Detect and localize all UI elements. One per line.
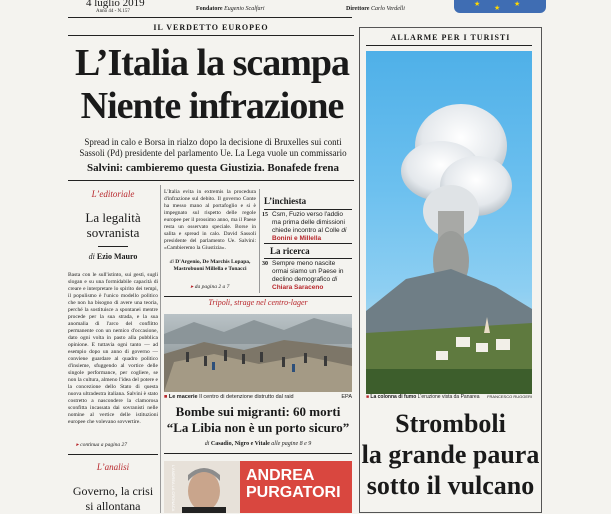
analysis-rule <box>68 454 158 455</box>
ricerca-section: La ricerca <box>270 246 310 256</box>
ricerca-summary[interactable]: Sempre meno nascite ormai siamo un Paese in declino demografico <box>272 260 344 283</box>
box-separator <box>259 189 260 293</box>
lead-bottom-rule <box>68 180 354 181</box>
promo-name-line-1[interactable]: ANDREA <box>246 467 315 484</box>
editorial-title-line-2[interactable]: sovranista <box>86 225 140 240</box>
stromboli-photo-credit: FRANCESCO RUGGERI <box>487 394 532 399</box>
editorial-body: Basta con le sull'istinto, sui gesti, sugli slogan e su una formidabile capacità di creare e interpretare lo spirito dei tempi, il populismo è l'unico modello politico che non ha bisogno di avere una teoria, perché la sostituisce a spontanei mentre procede per la sua strada, e la sua anomalia di l'arco del conflitto permanente con un nemico d'occasione, dato ogni volta in pasto alla pubblica opinione. E tuttavia ogni tanto — ad esempio dopo un anno di governo — conviene guardare al quadro politico d'insieme, sfuggendo al vortice delle singole performance, per cogliere, se non la cultura, almeno l'idea del potere e la concezione dello Stato di questa nuova ultradestra italiana. Salvini è stato costretto a nascondere la clamorosa sconfitta incassata dai sovranisti nelle nomine al vertice delle istituzioni europee che volevano sovvertire. <box>68 272 158 425</box>
eu-flag-icon: ★ ★ ★ <box>454 0 546 13</box>
editorial-continue-text[interactable]: continua a pagina 27 <box>80 442 128 448</box>
tripoli-caption-text: Il centro di detenzione distrutto dal raid <box>199 394 294 400</box>
right-kicker: ALLARME PER I TURISTI <box>390 33 511 42</box>
lead-body: L'Italia evita in extremis la procedura d'infrazione sul debito. Il governo Conte ha messo mano al portafoglio e si è impegnato sul rispetto delle regole europee per il prossimo anno, ma il Paese resta un osservato speciale. Borse in salita e spread in calo. David Sassoli presidente del parlamento Ue. Salvini: «Cambieremo la Giustizia». <box>164 189 256 251</box>
tripoli-headline-line-2[interactable]: “La Libia non è un porto sicuro” <box>166 420 350 435</box>
ricerca-rule <box>264 258 352 259</box>
founder-line <box>196 6 265 12</box>
continue-arrow-icon: ▸ <box>76 442 79 448</box>
lead-deck-bold: Salvini: cambieremo questa Giustizia. Bonafede frena <box>87 162 339 174</box>
edition-date: 4 luglio 2019 <box>86 0 145 9</box>
editorial-byline-prefix: di <box>88 252 95 261</box>
tripoli-byline <box>164 441 352 447</box>
director-name: Carlo Verdelli <box>370 6 405 12</box>
purgatori-promo[interactable] <box>164 461 352 513</box>
issue-number: Anno 44 - N.157 <box>96 9 130 14</box>
stromboli-caption-text: L'eruzione vista da Panarea <box>417 394 480 400</box>
lead-deck <box>72 137 354 159</box>
analysis-section: L’analisi <box>96 462 130 472</box>
editorial-byline <box>68 252 158 261</box>
promo-side-text: L'ANDREA LA CRONACA <box>171 465 176 512</box>
lead-deck-line-2: Sassoli (Pd) presidente del parlamento Ue. La Lega vuole un commissario <box>79 148 347 158</box>
ricerca-byline-prefix: di <box>332 276 338 283</box>
director-label: Direttore <box>346 6 370 12</box>
rubble-scene-icon <box>164 314 352 392</box>
masthead-rule <box>68 17 352 18</box>
tripoli-byline-prefix: di <box>204 441 210 447</box>
caption-bullet-icon: ■ <box>164 394 168 400</box>
tripoli-headline-line-1[interactable]: Bombe sui migranti: 60 morti <box>175 404 341 419</box>
right-kicker-rule <box>366 45 532 46</box>
inchiesta-byline: Bonini e Millella <box>272 235 322 242</box>
inchiesta-text[interactable] <box>272 211 352 243</box>
editorial-section: L’editoriale <box>91 189 135 199</box>
lead-byline-prefix: di <box>169 259 174 265</box>
founder-name: Eugenio Scalfari <box>224 6 265 12</box>
analysis-title-line-1[interactable]: Governo, la crisi <box>72 484 154 498</box>
tripoli-caption-label: Le macerie <box>168 394 198 400</box>
tripoli-pages[interactable]: alle pagine 8 e 9 <box>271 441 312 447</box>
tripoli-byline-names: Casadio, Nigro e Vitale <box>210 441 270 447</box>
analysis-title[interactable] <box>68 484 158 514</box>
stromboli-headline-line-2[interactable]: la grande paura <box>361 440 540 469</box>
stromboli-headline-line-1[interactable]: Stromboli <box>395 409 506 438</box>
tripoli-agency: EPA <box>341 394 352 400</box>
stromboli-headline[interactable] <box>360 408 541 501</box>
lead-deck-line-1: Spread in calo e Borsa in rialzo dopo la decisione di Bruxelles sui conti <box>84 137 342 147</box>
editorial-continue[interactable] <box>76 442 160 448</box>
lead-kicker: IL VERDETTO EUROPEO <box>153 23 269 32</box>
promo-name-line-2[interactable]: PURGATORI <box>246 484 341 501</box>
ricerca-page: 30 <box>262 261 268 267</box>
volcano-eruption-icon <box>366 51 532 394</box>
editorial-title-line-1[interactable]: La legalità <box>85 210 141 225</box>
promo-rule <box>164 453 352 454</box>
column-separator <box>160 185 161 513</box>
lead-headline-line-2[interactable]: Niente infrazione <box>80 85 344 127</box>
inchiesta-summary[interactable]: Csm, Fuzio verso l'addio ma prima delle dimissioni chiede incontro al Colle <box>272 211 345 234</box>
lead-headline[interactable] <box>66 42 358 128</box>
kicker-rule <box>68 35 354 36</box>
lead-byline-names: D'Argenio, De Marchis Lopapa, Mastrobuoni Millella e Tonacci <box>173 259 251 272</box>
inchiesta-byline-prefix: di <box>341 227 347 234</box>
stromboli-headline-line-3[interactable]: sotto il vulcano <box>366 471 535 500</box>
tripoli-photo[interactable] <box>164 314 352 392</box>
editorial-divider <box>98 246 128 247</box>
editorial-title[interactable] <box>68 210 158 240</box>
stromboli-caption-label: La colonna di fumo <box>370 394 417 400</box>
tripoli-kicker: Tripoli, strage nel centro-lager <box>208 298 308 307</box>
director-line <box>346 6 405 12</box>
lead-pages[interactable] <box>164 284 256 290</box>
stromboli-photo[interactable] <box>366 51 532 394</box>
analysis-title-line-2[interactable]: si allontana <box>85 499 141 513</box>
promo-name[interactable] <box>246 467 341 501</box>
tripoli-rule <box>164 296 352 297</box>
editorial-byline-name: Ezio Mauro <box>96 252 138 261</box>
stromboli-caption <box>366 394 532 400</box>
lead-byline <box>164 259 256 273</box>
lead-headline-line-1[interactable]: L’Italia la scampa <box>74 42 350 84</box>
inchiesta-section: L’inchiesta <box>264 196 307 206</box>
ricerca-rule-top <box>264 243 352 244</box>
ricerca-text[interactable] <box>272 260 352 292</box>
ricerca-byline: Chiara Saraceno <box>272 284 324 291</box>
lead-pages-text[interactable]: da pagina 2 a 7 <box>194 284 230 290</box>
inchiesta-page: 15 <box>262 212 268 218</box>
tripoli-caption <box>164 394 352 400</box>
inchiesta-rule <box>264 209 352 210</box>
founder-label: Fondatore <box>196 6 223 12</box>
pages-arrow-icon: ▸ <box>190 284 194 290</box>
stromboli-caption-bullet-icon: ■ <box>366 394 370 400</box>
tripoli-headline[interactable] <box>162 404 354 436</box>
